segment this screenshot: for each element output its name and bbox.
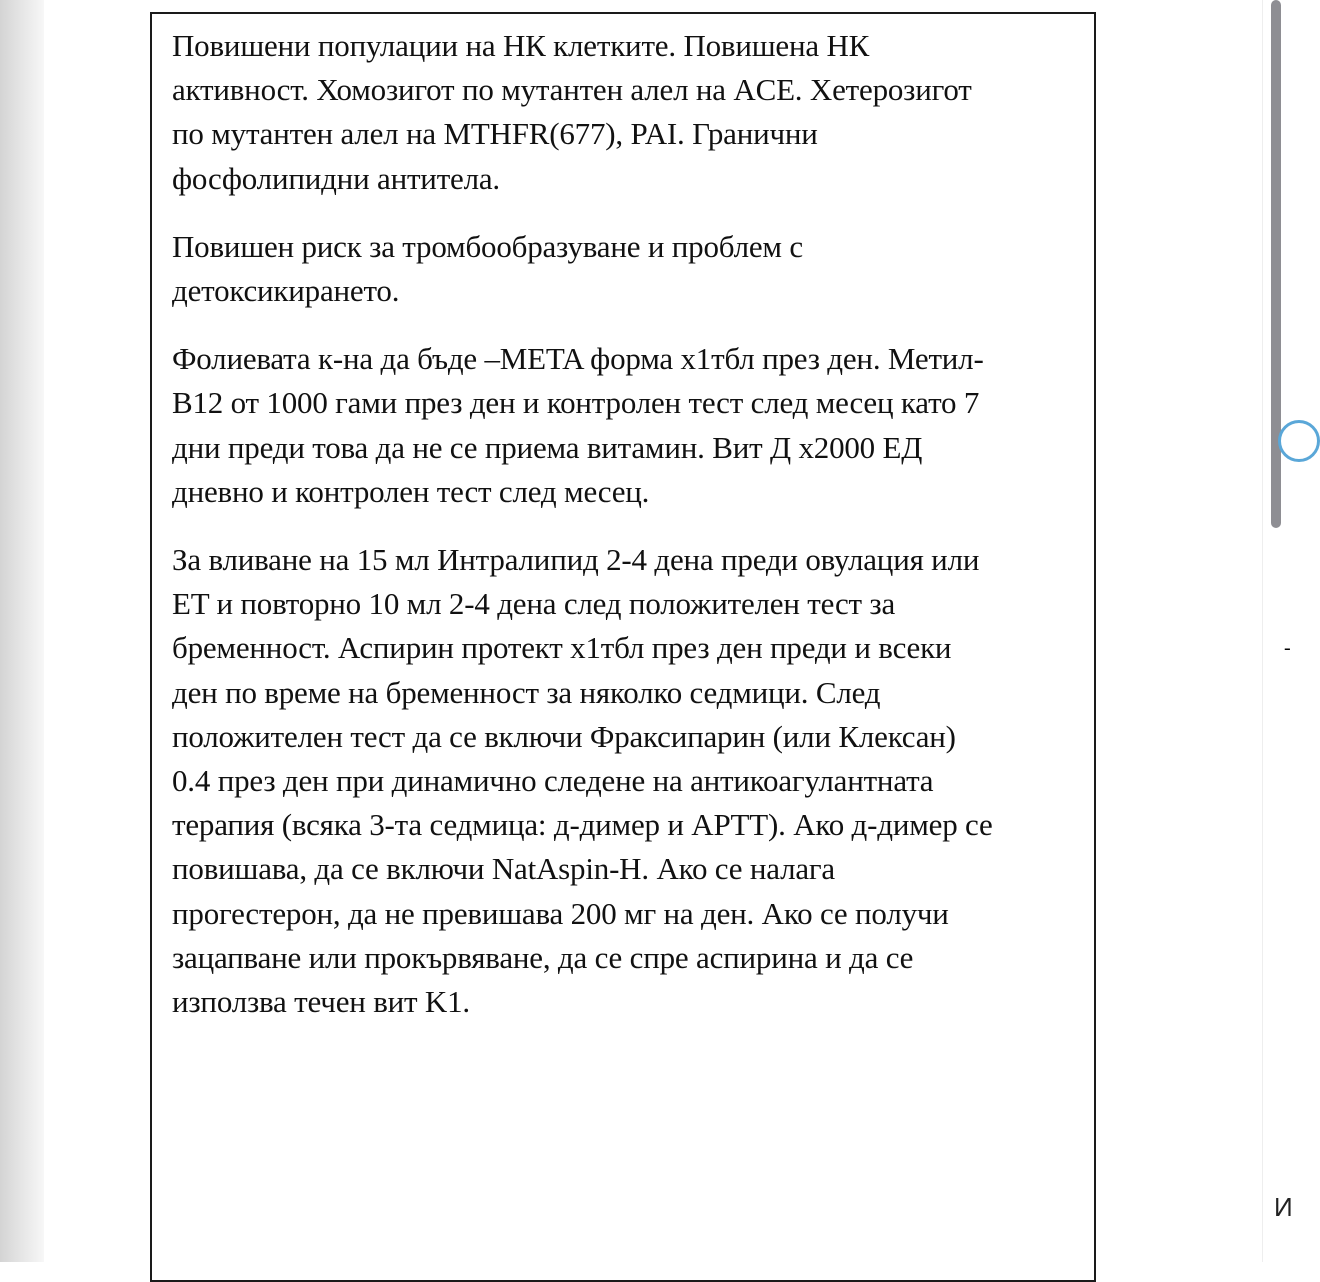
edge-text: И [1274,1192,1293,1222]
document-body [172,24,1082,1048]
paragraph-treatment: За вливане на 15 мл Интралипид 2-4 дена преди овулация или ET и повторно 10 мл 2-4 дена след положителен тест за бременност. Аспирин протект х1тбл през ден преди и всеки ден по време на бременност за няколко седмици. След положителен тест да се включи Фраксипарин (или Клексан) 0.4 през ден при динамично следене на антикоагулантната терапия (всяка 3-та седмица: д-димер и APTT). Ако д-димер се повишава, да се включи NatAspin-H. Ако се налага прогестерон, да не превишава 200 мг на ден. Ако се получи зацапване или прокървяване, да се спре аспирина и да се използва течен вит K1. [172,542,993,1020]
paragraph-risk: Повишен риск за тромбообразуване и проблем с детоксикирането. [172,228,803,309]
paragraph-findings: Повишени популации на НК клетките. Повишена НК активност. Хомозигот по мутантен алел на ACE. Хетерозигот по мутантен алел на MTHFR(677), PAI. Гранични фосфолипидни антитела. [172,28,972,196]
left-page-shadow [0,0,44,1262]
edge-mark: - [1284,637,1291,659]
circle-icon[interactable] [1278,420,1320,462]
paragraph-supplements: Фолиевата к-на да бъде –META форма х1тбл през ден. Метил- B12 от 1000 гами през ден и контролен тест след месец като 7 дни преди това да не се приема витамин. Вит Д х2000 ЕД дневно и контролен тест след месец. [172,341,984,509]
